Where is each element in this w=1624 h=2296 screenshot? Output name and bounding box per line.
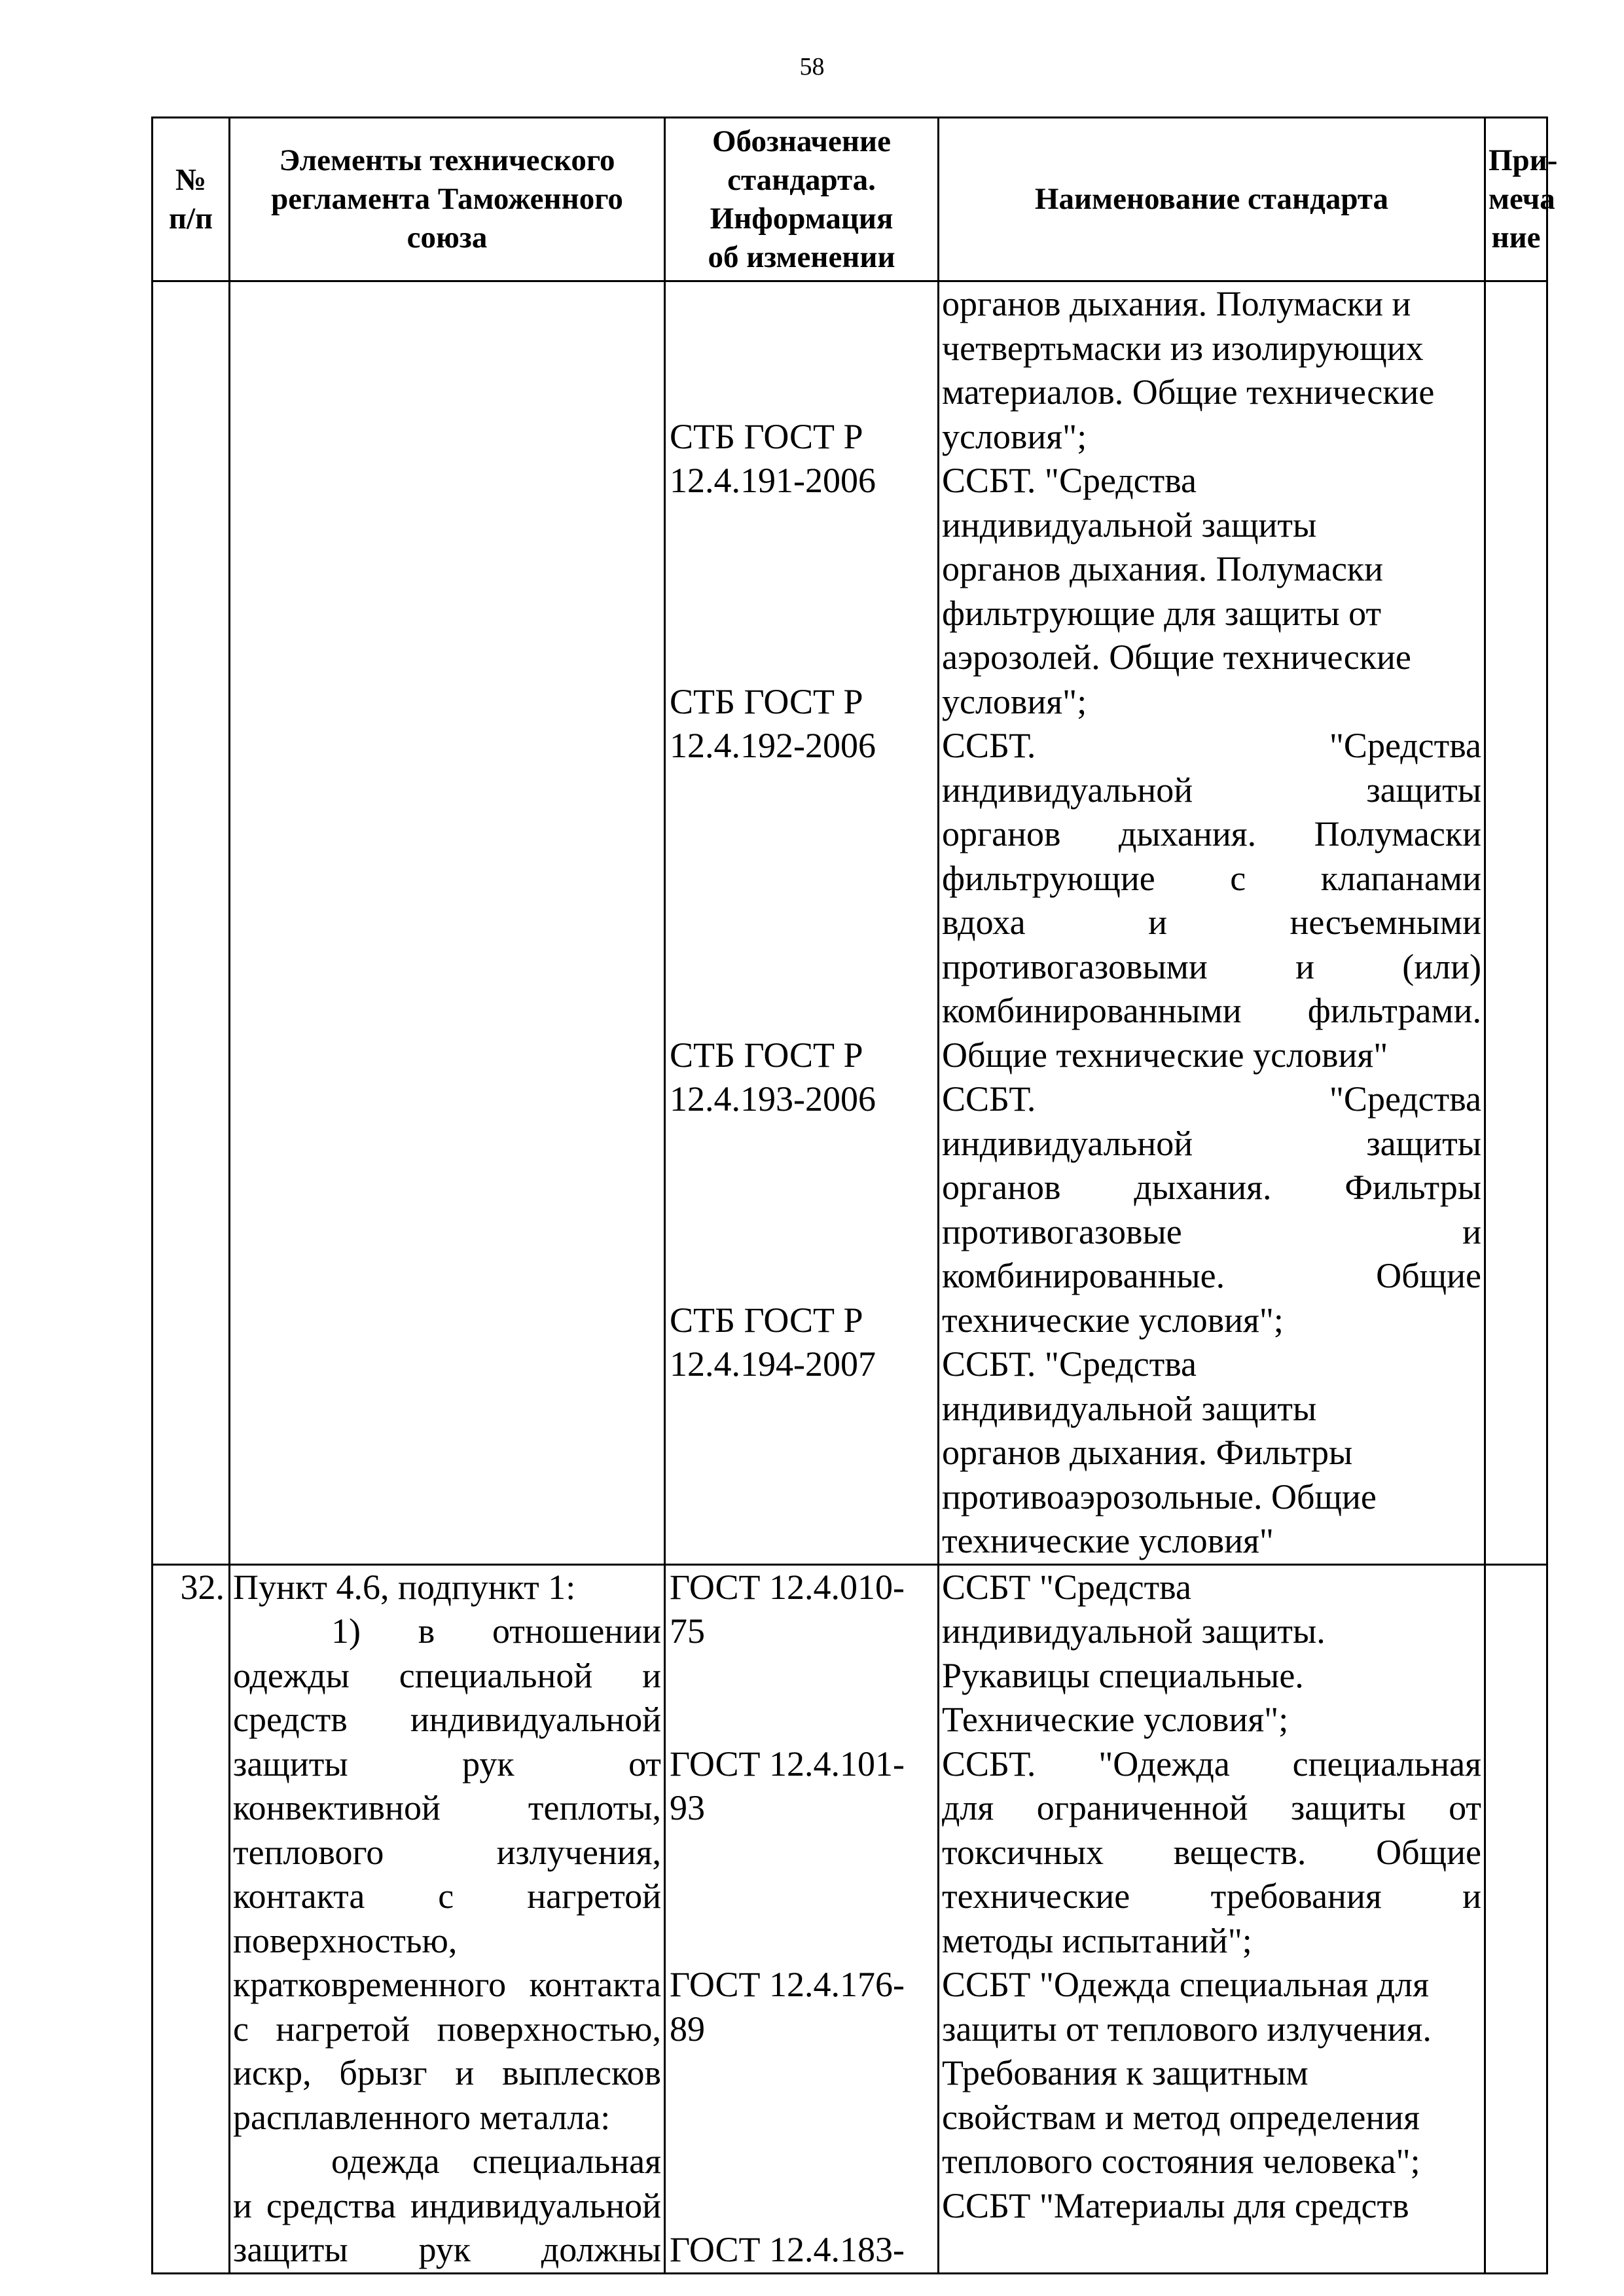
standard-name-line: органов дыхания. Полумаски [942, 549, 1384, 588]
designation-entry [670, 1299, 933, 1387]
designation-line: 12.4.191-2006 [670, 461, 876, 500]
standard-name-line: Общие технические условия" [942, 1035, 1388, 1075]
standard-name-line: комбинированными фильтрами. [942, 991, 1481, 1030]
standard-name-line: условия"; [942, 416, 1087, 456]
standard-name-line: технические требования и [942, 1876, 1481, 1916]
standard-name-line: индивидуальной защиты [942, 1388, 1317, 1428]
header-designation-line: Информация [710, 201, 893, 236]
designation-entry [670, 1033, 933, 1122]
element-line: защиты рук от [233, 1744, 661, 1784]
standard-name-line: Требования к защитным [942, 2053, 1308, 2092]
standard-name-line: индивидуальной защиты [942, 505, 1317, 545]
row-designation [665, 1564, 939, 2273]
row-standard-name [939, 281, 1485, 1565]
header-num-line: № [175, 162, 207, 197]
standard-name-line: для ограниченной защиты от [942, 1788, 1481, 1827]
standard-name-line: органов дыхания. Полумаски [942, 814, 1481, 853]
header-name [939, 118, 1485, 281]
standard-name-line: ССБТ. "Средства [942, 1344, 1197, 1384]
header-designation [665, 118, 939, 281]
element-line: средств индивидуальной [233, 1700, 661, 1739]
designation-line: 12.4.194-2007 [670, 1344, 876, 1384]
element-line: контакта с нагретой [233, 1876, 661, 1916]
standard-name-line: аэрозолей. Общие технические [942, 637, 1411, 677]
row-number: 32. [153, 1564, 230, 2273]
standard-name-line: технические условия" [942, 1521, 1274, 1560]
header-designation-line: Обозначение [712, 124, 891, 158]
element-line: поверхностью, [233, 1920, 458, 1960]
header-designation-line: стандарта. [727, 162, 876, 197]
designation-line: СТБ ГОСТ Р [670, 1300, 863, 1340]
designation-line: ГОСТ 12.4.101- [670, 1744, 905, 1784]
row-note [1485, 1564, 1547, 2273]
standard-name-line: противоаэрозольные. Общие [942, 1477, 1377, 1516]
standard-name-line: фильтрующие с клапанами [942, 858, 1481, 898]
standard-name-line: материалов. Общие технические [942, 372, 1435, 412]
designation-entry [670, 1742, 933, 1831]
row-element [230, 281, 665, 1565]
row-note [1485, 281, 1547, 1565]
standard-name-line: ССБТ. "Средства [942, 461, 1197, 500]
standard-name-line: ССБТ "Материалы для средств [942, 2185, 1409, 2225]
element-line: теплового излучения, [233, 1832, 661, 1872]
designation-entry [670, 2228, 933, 2272]
standard-name-line: четвертьмаски из изолирующих [942, 328, 1424, 368]
element-line: одежда специальная [331, 2142, 661, 2181]
table-row [153, 1564, 1547, 2273]
designation-entry [670, 1963, 933, 2051]
designation-line: СТБ ГОСТ Р [670, 1035, 863, 1075]
element-lines [233, 1566, 661, 2272]
designation-line: 75 [670, 1611, 705, 1651]
designation-line: СТБ ГОСТ Р [670, 416, 863, 456]
standards-table [151, 117, 1558, 2274]
table-row [153, 281, 1547, 1565]
header-elements-line: союза [406, 221, 488, 255]
standard-name-line: органов дыхания. Фильтры [942, 1168, 1481, 1207]
designation-line: ГОСТ 12.4.176- [670, 1965, 905, 2004]
standard-name-line: технические условия"; [942, 1300, 1284, 1340]
designation-line: 93 [670, 1788, 705, 1827]
row-element [230, 1564, 665, 2273]
designation-entry [670, 415, 933, 503]
header-designation-line: об изменении [708, 240, 895, 274]
standard-name-line: индивидуальной защиты. [942, 1611, 1326, 1651]
row-number [153, 281, 230, 1565]
element-line: защиты рук должны [233, 2230, 661, 2269]
designation-line: 12.4.193-2006 [670, 1079, 876, 1119]
standard-name-lines [942, 1566, 1481, 2229]
header-elements [230, 118, 665, 281]
standard-name-line: комбинированные. Общие [942, 1256, 1481, 1295]
designation-line: 89 [670, 2009, 705, 2049]
header-note-line: меча [1489, 182, 1555, 216]
standard-name-line: токсичных веществ. Общие [942, 1832, 1481, 1872]
standard-name-line: методы испытаний"; [942, 1920, 1252, 1960]
designation-line: 12.4.192-2006 [670, 726, 876, 765]
standard-name-line: противогазовыми и (или) [942, 946, 1481, 986]
element-line: расплавленного металла: [233, 2097, 611, 2137]
standard-name-line: ССБТ. "Средства [942, 1079, 1481, 1119]
designation-entry [670, 1566, 933, 1654]
standard-name-line: свойствам и метод определения [942, 2097, 1420, 2137]
header-note [1485, 118, 1558, 281]
element-line: искр, брызг и выплесков [233, 2053, 661, 2092]
header-note-line: При- [1489, 143, 1558, 177]
header-num [153, 118, 230, 281]
standard-name-line: ССБТ "Одежда специальная для [942, 1965, 1429, 2004]
header-num-line: п/п [168, 201, 213, 236]
standard-name-line: органов дыхания. Полумаски и [942, 284, 1411, 323]
standard-name-line: ССБТ. "Одежда специальная [942, 1744, 1481, 1784]
standard-name-line: фильтрующие для защиты от [942, 593, 1382, 633]
standard-name-line: защиты от теплового излучения. [942, 2009, 1432, 2049]
element-line: Пункт 4.6, подпункт 1: [233, 1567, 576, 1607]
header-name-text: Наименование стандарта [1034, 182, 1389, 216]
element-line: 1) в отношении [331, 1611, 661, 1651]
designation-line: СТБ ГОСТ Р [670, 681, 863, 721]
standard-name-line: Рукавицы специальные. [942, 1655, 1304, 1695]
header-note-line: ние [1491, 221, 1541, 255]
header-elements-line: регламента Таможенного [271, 182, 623, 216]
header-row [153, 118, 1547, 281]
designation-entry [670, 680, 933, 768]
header-elements-line: Элементы технического [279, 143, 615, 177]
standard-name-lines [942, 282, 1481, 1564]
element-line: кратковременного контакта [233, 1965, 661, 2004]
standard-name-line: ССБТ. "Средства [942, 726, 1481, 765]
standard-name-line: противогазовые и [942, 1211, 1481, 1251]
element-line: с нагретой поверхностью, [233, 2009, 661, 2049]
element-line: одежды специальной и [233, 1655, 661, 1695]
page-number: 58 [799, 53, 825, 81]
standard-name-line: индивидуальной защиты [942, 1123, 1481, 1163]
element-line: конвективной теплоты, [233, 1788, 661, 1827]
standard-name-line: Технические условия"; [942, 1700, 1289, 1739]
designation-list [670, 1566, 933, 2269]
standard-name-line: индивидуальной защиты [942, 770, 1481, 810]
standard-name-line: ССБТ "Средства [942, 1567, 1191, 1607]
designation-list [670, 282, 933, 1384]
designation-line: ГОСТ 12.4.183- [670, 2230, 905, 2269]
standard-name-line: органов дыхания. Фильтры [942, 1433, 1353, 1472]
row-designation [665, 281, 939, 1565]
element-line: и средства индивидуальной [233, 2185, 661, 2225]
standard-name-line: вдоха и несъемными [942, 903, 1481, 942]
row-standard-name [939, 1564, 1485, 2273]
standard-name-line: теплового состояния человека"; [942, 2142, 1420, 2181]
standard-name-line: условия"; [942, 681, 1087, 721]
designation-line: ГОСТ 12.4.010- [670, 1567, 905, 1607]
